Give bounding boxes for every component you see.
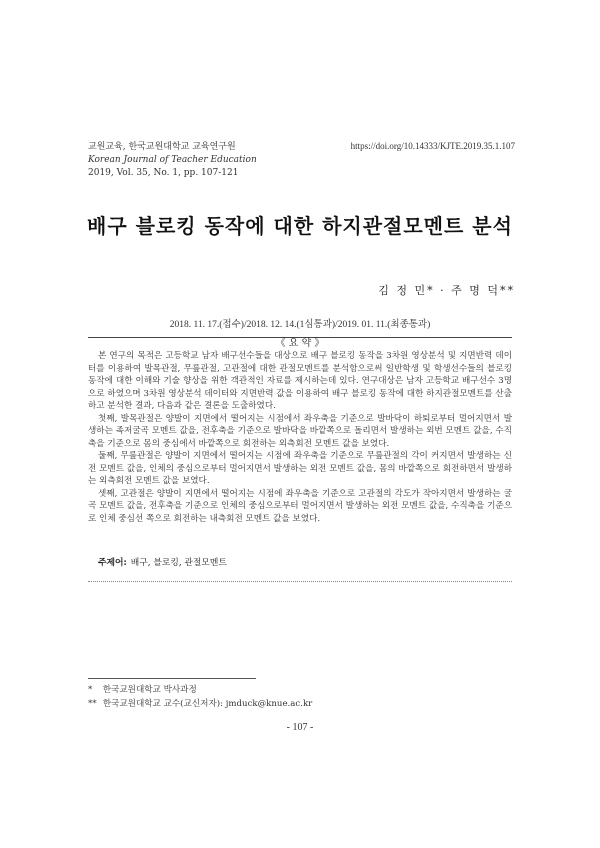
- footnote-mark: **: [88, 699, 97, 709]
- abstract-paragraph: 셋째, 고관절은 양발이 지면에서 떨어지는 시점에 좌우축을 기준으로 고관절의 각도가 작아지면서 발생하는 굴곡 모멘트 값을, 전후축을 기준으로 인체의 중심으로부터 멀어지면서 발생하는 외전 모멘트 값을, 수직축을 기준으로 인체 중심선 쪽으로 회전하는 내측회전 모멘트 값을 보였다.: [88, 488, 512, 524]
- journal-english-name: Korean Journal of Teacher Education: [88, 155, 257, 165]
- abstract-label: 《 요 약 》: [270, 338, 331, 349]
- keywords-label: 주제어:: [98, 558, 127, 568]
- journal-issue: 2019, Vol. 35, No. 1, pp. 107-121: [88, 168, 239, 178]
- keywords: [98, 555, 227, 568]
- review-dates: 2018. 11. 17.(접수)/2018. 12. 14.(1심통과)/2019. 01. 11.(최종통과): [169, 320, 431, 330]
- footnotes: [88, 683, 312, 711]
- footnote-rule: [88, 678, 256, 679]
- page-number: - 107 -: [286, 722, 314, 733]
- keywords-value: 배구, 블로킹, 관절모멘트: [130, 558, 227, 568]
- paper-title: 배구 블로킹 동작에 대한 하지관절모멘트 분석: [87, 214, 513, 238]
- abstract-paragraph: 둘째, 무릎관절은 양발이 지면에서 떨어지는 시점에 좌우축을 기준으로 무릎관절의 각이 커지면서 발생하는 신전 모멘트 값을, 인체의 중심으로부터 멀어지면서 발생하는 외전 모멘트 값을, 몸의 바깥쪽으로 회전하면서 발생하는 외측회전 모멘트 값을 보였다.: [88, 451, 512, 486]
- journal-header: [88, 141, 257, 180]
- footnote-item: [88, 683, 312, 697]
- abstract-paragraph: 본 연구의 목적은 고등학교 남자 배구선수들을 대상으로 배구 블로킹 동작을 3차원 영상분석 및 지면반력 데이터를 이용하여 발목관절, 무릎관절, 고관절에 대한 관절모멘트를 분석함으로써 일반학생 및 학생선수들의 블로킹 동작에 대한 이해와 기술 향상을 위한 객관적인 자료를 제시하는데 있다. 연구대상은 남자 고등학교 배구선수 3명으로 하였으며 3차원 영상분석 데이터와 지면반력 값을 이용하여 배구 블로킹 동작에 대한 하지관절모멘트를 산출하고 분석한 결과, 다음과 같은 결론을 도출하였다.: [88, 351, 512, 411]
- footnote-text: 한국교원대학교 박사과정: [102, 685, 197, 695]
- footnote-item: [88, 697, 312, 711]
- abstract-heading: [0, 331, 600, 350]
- keywords-divider: [88, 581, 512, 582]
- doi-link[interactable]: https://doi.org/10.14333/KJTE.2019.35.1.107: [350, 141, 515, 151]
- abstract-paragraph: 첫째, 발목관절은 양발이 지면에서 떨어지는 시점에서 좌우축을 기준으로 발바닥이 하퇴로부터 멀어지면서 발생하는 족저굴곡 모멘트 값을, 전후축을 기준으로 발바닥을 바깥쪽으로 돌리면서 발생하는 외번 모멘트 값을, 수직축을 기준으로 몸의 중심에서 바깥쪽으로 회전하는 외측회전 모멘트 값을 보였다.: [88, 413, 512, 449]
- footnote-mark: *: [88, 685, 93, 695]
- abstract-body: [88, 350, 512, 525]
- footnote-text: 한국교원대학교 교수(교신저자): jmduck@knue.ac.kr: [102, 699, 313, 709]
- author-list: 김 정 민* · 주 명 덕**: [378, 284, 515, 297]
- journal-institution: 교원교육, 한국교원대학교 교육연구원: [88, 142, 236, 152]
